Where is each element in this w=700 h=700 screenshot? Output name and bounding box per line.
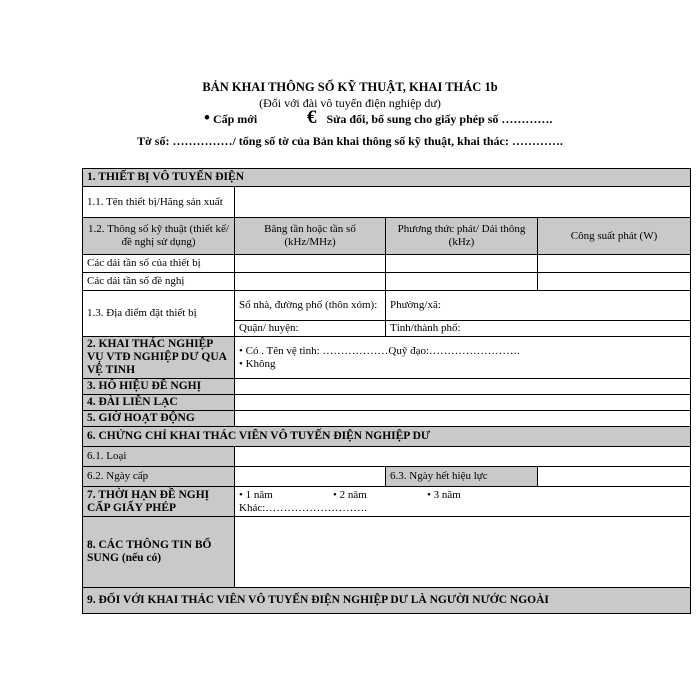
ward-field[interactable]: Phường/xã:	[386, 291, 691, 321]
tech-spec-label: 1.2. Thông số kỹ thuật (thiết kế/đề nghị sử dụng)	[83, 218, 235, 255]
option-new[interactable]	[204, 108, 258, 127]
form-subtitle: (Đối với đài vô tuyến điện nghiệp dư)	[259, 96, 441, 110]
euro-icon: €	[307, 107, 317, 128]
option-amend[interactable]	[307, 107, 553, 128]
device-range-power-field[interactable]	[538, 255, 691, 273]
license-term-options	[235, 487, 691, 517]
option-new-label: Cấp mới	[212, 112, 258, 126]
requested-range-method-field[interactable]	[386, 273, 538, 291]
section-4-label: 4. ĐÀI LIÊN LẠC	[83, 395, 235, 411]
section-5-label: 5. GIỜ HOẠT ĐỘNG	[83, 411, 235, 427]
term-1-year-option[interactable]: • 1 năm	[239, 488, 273, 501]
requested-range-label: Các dải tần số đề nghị	[83, 273, 235, 291]
technical-declaration-table	[82, 168, 691, 614]
bullet-icon: •	[204, 108, 210, 127]
term-other-option[interactable]: Khác:……………………….	[239, 501, 368, 514]
expiry-date-label: 6.3. Ngày hết hiệu lực	[386, 467, 538, 487]
band-column-header: Băng tần hoặc tần số (kHz/MHz)	[235, 218, 386, 255]
issue-date-field[interactable]	[235, 467, 386, 487]
sheet-number-line: Tờ số: ……………/ tổng số tờ của Bản khai thông số kỹ thuật, khai thác: ………….	[137, 134, 563, 148]
device-range-label: Các dải tần số của thiết bị	[83, 255, 235, 273]
device-range-band-field[interactable]	[235, 255, 386, 273]
province-field[interactable]: Tỉnh/thành phố:	[386, 321, 691, 337]
location-label: 1.3. Địa điểm đặt thiết bị	[83, 291, 235, 337]
additional-info-field[interactable]	[235, 517, 691, 588]
section-9-header: 9. ĐỐI VỚI KHAI THÁC VIÊN VÔ TUYẾN ĐIỆN NGHIỆP DƯ LÀ NGƯỜI NƯỚC NGOÀI	[83, 588, 691, 614]
power-column-header: Công suất phát (W)	[538, 218, 691, 255]
term-3-year-option[interactable]: • 3 năm	[427, 488, 461, 501]
certificate-type-label: 6.1. Loại	[83, 447, 235, 467]
expiry-date-field[interactable]	[538, 467, 691, 487]
satellite-yes-option[interactable]: • Có . Tên vệ tinh: ………………Quỹ đạo:…………………….	[239, 344, 520, 357]
section-1-header: 1. THIẾT BỊ VÔ TUYẾN ĐIỆN	[83, 169, 691, 187]
operating-hours-field[interactable]	[235, 411, 691, 427]
section-6-header: 6. CHỨNG CHỈ KHAI THÁC VIÊN VÔ TUYẾN ĐIỆN NGHIỆP DƯ	[83, 427, 691, 447]
contact-station-field[interactable]	[235, 395, 691, 411]
section-7-label: 7. THỜI HẠN ĐỀ NGHỊ CẤP GIẤY PHÉP	[83, 487, 235, 517]
house-street-field[interactable]: Số nhà, đường phố (thôn xóm):	[235, 291, 386, 321]
option-amend-label: Sửa đổi, bổ sung cho giấy phép số ………….	[326, 112, 553, 126]
term-2-year-option[interactable]: • 2 năm	[333, 488, 367, 501]
requested-range-power-field[interactable]	[538, 273, 691, 291]
device-range-method-field[interactable]	[386, 255, 538, 273]
call-sign-field[interactable]	[235, 379, 691, 395]
device-name-label: 1.1. Tên thiết bị/Hãng sản xuất	[83, 187, 235, 218]
section-3-label: 3. HÔ HIỆU ĐỀ NGHỊ	[83, 379, 235, 395]
method-column-header: Phương thức phát/ Dải thông (kHz)	[386, 218, 538, 255]
section-8-label: 8. CÁC THÔNG TIN BỔ SUNG (nếu có)	[83, 517, 235, 588]
certificate-type-field[interactable]	[235, 447, 691, 467]
form-title: BẢN KHAI THÔNG SỐ KỸ THUẬT, KHAI THÁC 1b	[202, 80, 498, 94]
satellite-no-option[interactable]: • Không	[239, 357, 276, 370]
satellite-options	[235, 337, 691, 379]
device-name-field[interactable]	[235, 187, 691, 218]
issue-date-label: 6.2. Ngày cấp	[83, 467, 235, 487]
district-field[interactable]: Quận/ huyện:	[235, 321, 386, 337]
application-type-options	[0, 107, 700, 128]
requested-range-band-field[interactable]	[235, 273, 386, 291]
section-2-label: 2. KHAI THÁC NGHIỆP VỤ VTĐ NGHIỆP DƯ QUA VỆ TINH	[83, 337, 235, 379]
